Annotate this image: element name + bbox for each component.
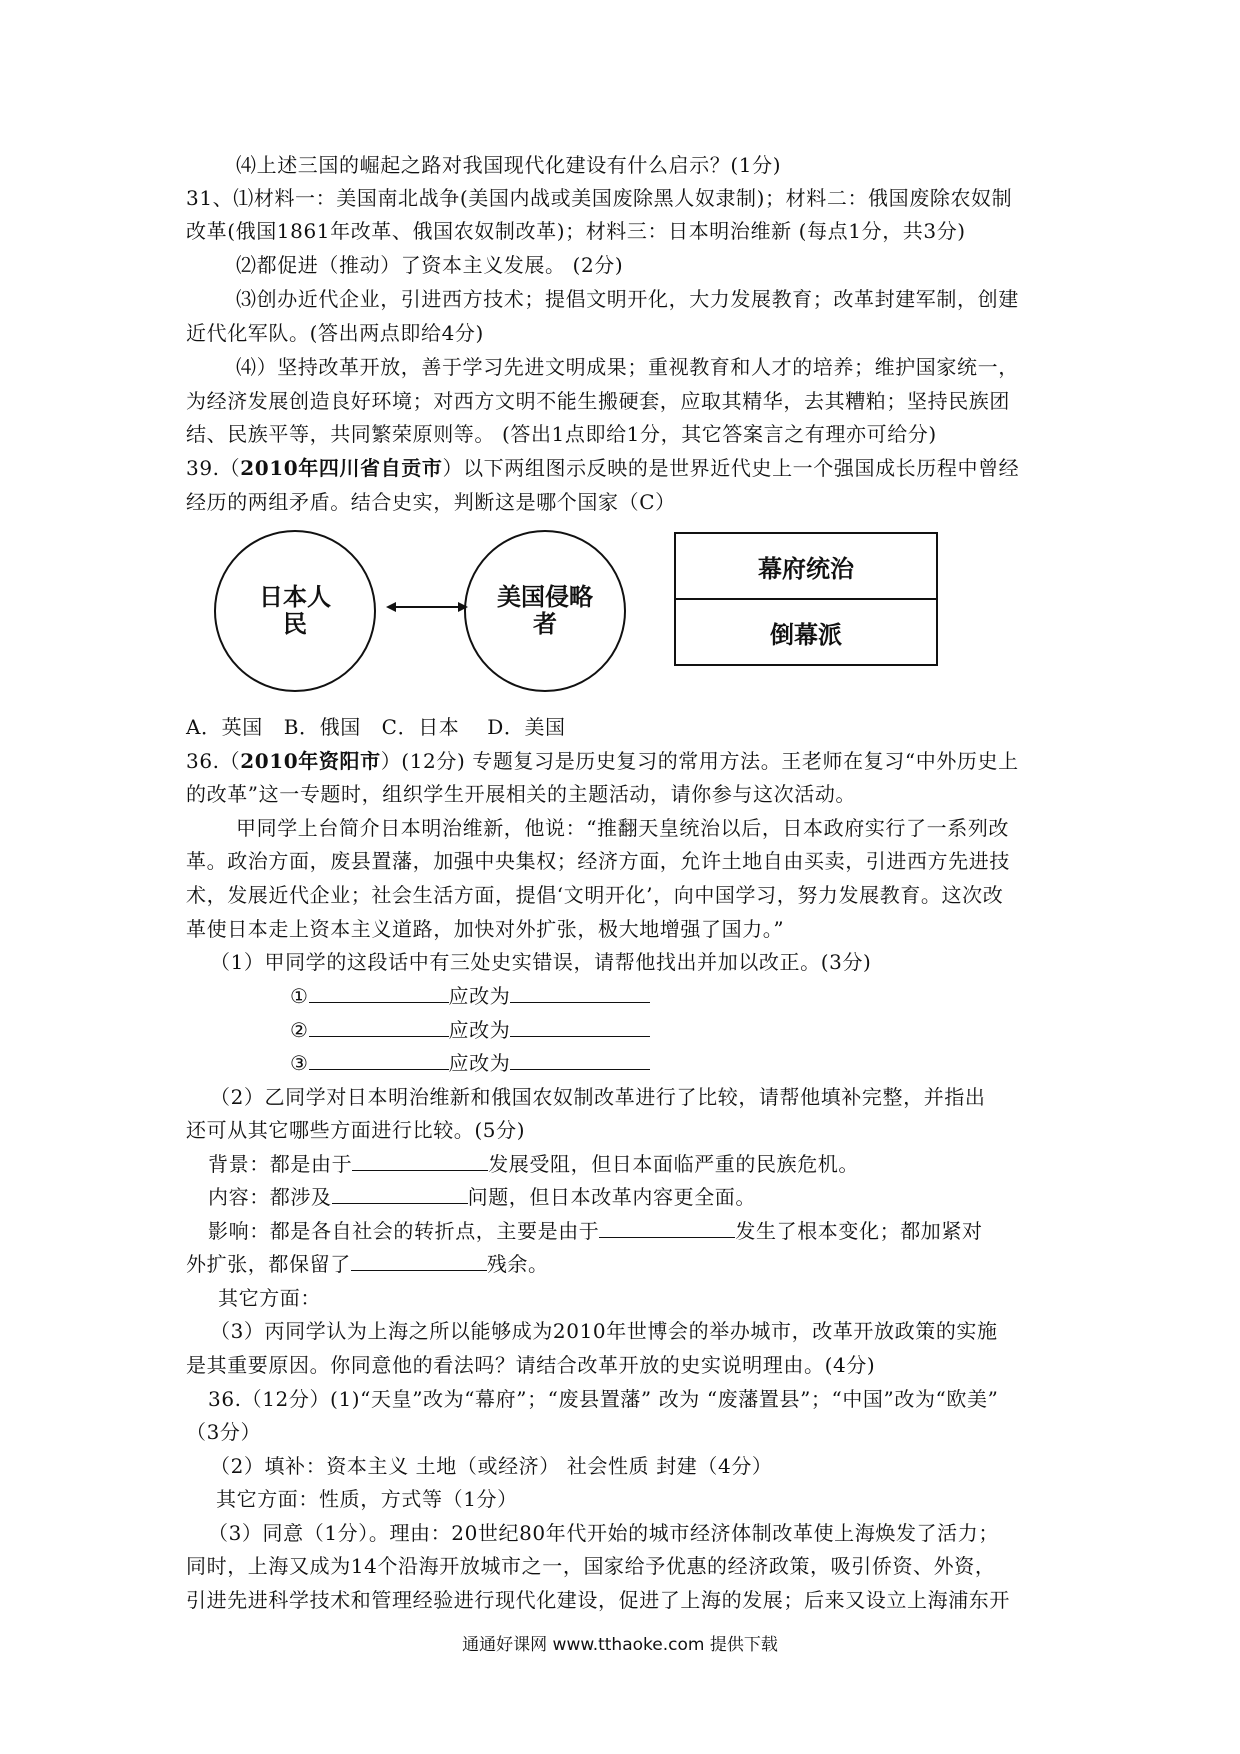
blank-field[interactable] <box>309 1049 449 1070</box>
text-line: ⑶创办近代企业，引进西方技术；提倡文明开化，大力发展教育；改革封建军制，创建 <box>236 287 1019 311</box>
row-mark: ② <box>290 1018 309 1042</box>
fill-line-background <box>208 1147 859 1181</box>
text-line: 其它方面： <box>218 1286 321 1310</box>
right-circle <box>464 530 626 692</box>
text-line: ⑷）坚持改革开放，善于学习先进文明成果；重视教育和人才的培养；维护国家统一， <box>236 355 1019 379</box>
blank-field[interactable] <box>352 1150 488 1171</box>
question-39-line <box>186 451 1019 485</box>
question-source: 2010年四川省自贡市 <box>240 456 443 480</box>
row-mark: ③ <box>290 1051 309 1075</box>
text-segment: 影响：都是各自社会的转折点，主要是由于 <box>208 1219 600 1243</box>
text-segment: 发生了根本变化；都加紧对 <box>735 1219 983 1243</box>
text-line: 结、民族平等，共同繁荣原则等。 (答出1点即给1分，其它答案言之有理亦可给分) <box>186 422 937 446</box>
text-segment: 内容：都涉及 <box>208 1185 332 1209</box>
answer-line: 同时，上海又成为14个沿海开放城市之一，国家给予优惠的经济政策，吸引侨资、外资， <box>186 1554 996 1578</box>
text-line: （1）甲同学的这段话中有三处史实错误，请帮他找出并加以改正。(3分) <box>210 950 872 974</box>
answer-line: （2）填补：资本主义 土地（或经济） 社会性质 封建（4分） <box>210 1454 773 1478</box>
text-line: 甲同学上台简介日本明治维新，他说：“推翻天皇统治以后，日本政府实行了一系列改 <box>236 816 1010 840</box>
blank-field[interactable] <box>599 1217 735 1238</box>
answer-options: A．英国 B．俄国 C．日本 D．美国 <box>186 715 566 739</box>
blank-field[interactable] <box>510 1016 650 1037</box>
question-source: 2010年资阳市 <box>240 749 381 773</box>
fill-line-impact-2 <box>186 1247 549 1281</box>
text-segment: 残余。 <box>486 1252 549 1276</box>
text-segment: 问题，但日本改革内容更全面。 <box>467 1185 757 1209</box>
blank-field[interactable] <box>510 1049 650 1070</box>
text-line: 的改革”这一专题时，组织学生开展相关的主题活动，请你参与这次活动。 <box>186 782 857 806</box>
text-segment: 外扩张，都保留了 <box>186 1252 351 1276</box>
question-text: ）(12分) 专题复习是历史复习的常用方法。王老师在复习“中外历史上 <box>380 749 1019 773</box>
answer-line: （3）同意（1分）。理由：20世纪80年代开始的城市经济体制改革使上海焕发了活力； <box>208 1521 999 1545</box>
blank-field[interactable] <box>351 1250 487 1271</box>
change-label: 应改为 <box>448 1051 511 1075</box>
box-bottom-label: 倒幕派 <box>676 598 936 664</box>
left-circle-label: 日本人民 <box>259 583 331 638</box>
answer-line: 引进先进科学技术和管理经验进行现代化建设，促进了上海的发展；后来又设立上海浦东开 <box>186 1588 1010 1612</box>
blank-field[interactable] <box>510 982 650 1003</box>
question-36-line <box>186 744 1019 778</box>
fill-line-impact <box>208 1214 983 1248</box>
text-line: 革使日本走上资本主义道路，加快对外扩张，极大地增强了国力。” <box>186 917 785 941</box>
contradiction-diagram <box>206 528 946 703</box>
text-line: 31、⑴材料一：美国南北战争(美国内战或美国废除黑人奴隶制)；材料二：俄国废除农奴制 <box>186 186 1013 210</box>
change-label: 应改为 <box>448 1018 511 1042</box>
fill-blank-row <box>290 1046 650 1080</box>
text-line: ⑵都促进（推动）了资本主义发展。 (2分) <box>236 253 624 277</box>
fill-blank-row <box>290 1013 650 1047</box>
double-arrow-icon <box>382 590 472 624</box>
answer-line: 36.（12分）(1)“天皇”改为“幕府”；“废县置藩” 改为 “废藩置县”；“中国”改为“欧美” <box>208 1387 999 1411</box>
text-line: 是其重要原因。你同意他的看法吗？请结合改革开放的史实说明理由。(4分) <box>186 1353 876 1377</box>
text-line: 近代化军队。(答出两点即给4分) <box>186 321 484 345</box>
shogunate-box <box>674 532 938 666</box>
text-segment: 背景：都是由于 <box>208 1152 353 1176</box>
question-number: 39.（ <box>186 456 241 480</box>
fill-blank-row <box>290 979 650 1013</box>
blank-field[interactable] <box>309 1016 449 1037</box>
blank-field[interactable] <box>332 1183 468 1204</box>
question-number: 36.（ <box>186 749 241 773</box>
row-mark: ① <box>290 984 309 1008</box>
text-line: 术，发展近代企业；社会生活方面，提倡‘文明开化’，向中国学习，努力发展教育。这次改 <box>186 883 1004 907</box>
text-line: （2）乙同学对日本明治维新和俄国农奴制改革进行了比较，请帮他填补完整，并指出 <box>210 1085 986 1109</box>
text-line: 革。政治方面，废县置藩，加强中央集权；经济方面，允许土地自由买卖，引进西方先进技 <box>186 849 1010 873</box>
answer-line: （3分） <box>186 1420 262 1444</box>
right-circle-label: 美国侵略者 <box>497 583 593 638</box>
text-line: 经历的两组矛盾。结合史实，判断这是哪个国家（C） <box>186 490 676 514</box>
text-segment: 发展受阻，但日本面临严重的民族危机。 <box>488 1152 860 1176</box>
question-text: ）以下两组图示反映的是世界近代史上一个强国成长历程中曾经 <box>442 456 1020 480</box>
box-top-label: 幕府统治 <box>758 554 854 583</box>
text-line: 改革(俄国1861年改革、俄国农奴制改革)；材料三：日本明治维新 (每点1分，共3分) <box>186 219 966 243</box>
fill-line-content <box>208 1180 756 1214</box>
left-circle <box>214 530 376 692</box>
change-label: 应改为 <box>448 984 511 1008</box>
text-line: 为经济发展创造良好环境；对西方文明不能生搬硬套，应取其精华，去其糟粕；坚持民族团 <box>186 389 1010 413</box>
text-line: 还可从其它哪些方面进行比较。(5分) <box>186 1118 526 1142</box>
text-line: ⑷上述三国的崛起之路对我国现代化建设有什么启示？(1分) <box>236 153 782 177</box>
text-line: （3）丙同学认为上海之所以能够成为2010年世博会的举办城市，改革开放政策的实施 <box>210 1319 998 1343</box>
answer-line: 其它方面：性质，方式等（1分） <box>216 1487 518 1511</box>
blank-field[interactable] <box>309 982 449 1003</box>
page-footer: 通通好课网 www.tthaoke.com 提供下载 <box>462 1635 778 1655</box>
